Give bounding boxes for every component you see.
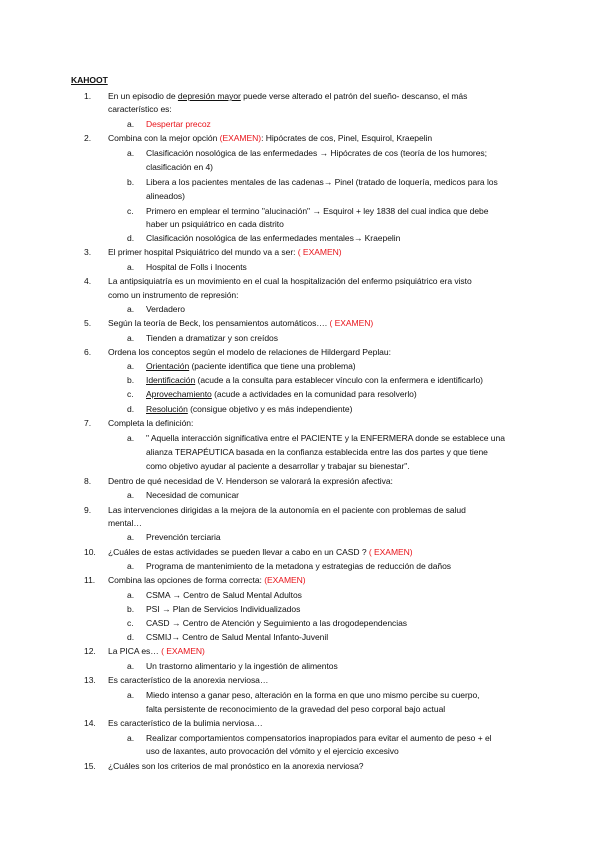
text-segment: La antipsiquiatría es un movimiento en el cual la hospitalización del enfermo psiquiátrico era visto [108,276,472,286]
text-segment: alineados) [146,191,185,201]
text-segment: Es característico de la bulimia nerviosa… [108,718,263,728]
text-segment: (paciente identifica que tiene una problema) [189,361,356,371]
line-text [108,575,306,586]
line-text [146,389,417,400]
document-title: KAHOOT [71,75,108,85]
question-number: 15. [84,761,96,771]
exam-tag: Despertar precoz [146,119,211,129]
line-text [146,433,505,444]
line-text [146,262,247,273]
line-text [108,761,364,772]
question-number: 6. [84,347,92,357]
line-text [108,290,238,301]
line-text [146,333,278,344]
text-segment: mental… [108,518,142,528]
line-text [146,604,300,615]
question-number: 10. [84,547,96,557]
text-segment: Completa la definición: [108,418,194,428]
text-segment: Clasificación nosológica de las enfermedades mentales→ Kraepelin [146,233,401,243]
text-segment: Clasificación nosológica de las enfermedades → Hipócrates de cos (teoría de los humores; [146,148,487,158]
line-text [146,404,352,415]
line-text [146,618,407,629]
line-text [146,590,302,601]
line-text [146,490,239,501]
text-segment: alianza TERAPÉUTICA basada en la confianza establecida entre las dos partes y que tiene [146,447,488,457]
line-text [146,561,451,572]
text-segment: uso de laxantes, auto provocación del vómito y el ejercicio excesivo [146,746,399,756]
question-number: 5. [84,318,92,328]
answer-marker: a. [127,690,135,700]
line-text [146,206,488,217]
line-text [146,219,284,230]
text-segment: Las intervenciones dirigidas a la mejora de la autonomía en el paciente con problemas de salud [108,505,466,515]
line-text [146,304,185,315]
exam-tag: ( EXAMEN) [297,247,342,257]
text-segment: falta persistente de reconocimiento de la gravedad del peso corporal bajo actual [146,704,446,714]
line-text [108,418,193,429]
underlined-term: Identificación [146,375,196,385]
line-text [146,461,410,472]
text-segment: como objetivo ayudar al paciente a desarrollar y trabajar su bienestar". [146,461,410,471]
line-text [146,532,221,543]
question-number: 12. [84,646,96,656]
line-text [146,690,480,701]
line-text [146,361,356,372]
text-segment: CSMA → Centro de Salud Mental Adultos [146,590,302,600]
text-segment: Combina con la mejor opción [108,133,220,143]
line-text [108,318,373,329]
text-segment: Verdadero [146,304,185,314]
question-number: 14. [84,718,96,728]
answer-marker: c. [127,618,134,628]
line-text [146,375,483,386]
text-segment: Dentro de qué necesidad de V. Henderson se valorará la expresión afectiva: [108,476,393,486]
answer-marker: a. [127,733,135,743]
line-text [108,133,432,144]
question-number: 3. [84,247,92,257]
line-text [108,505,466,516]
text-segment: Hospital de Folls i Inocents [146,262,247,272]
answer-marker: d. [127,632,135,642]
underlined-term: Resolución [146,404,188,414]
text-segment: Realizar comportamientos compensatorios inapropiados para evitar el aumento de peso + el [146,733,492,743]
text-segment: Prevención terciaria [146,532,221,542]
line-text [108,675,268,686]
question-number: 7. [84,418,92,428]
line-text [108,547,413,558]
exam-tag: ( EXAMEN) [329,318,374,328]
line-text [146,733,492,744]
line-text [146,233,400,244]
exam-tag: ( EXAMEN) [368,547,413,557]
text-segment: CASD → Centro de Atención y Seguimiento a las drogodependencias [146,618,408,628]
answer-marker: b. [127,604,135,614]
underlined-term: Aprovechamiento [146,389,212,399]
line-text [146,632,328,643]
text-segment: Programa de mantenimiento de la metadona y estrategias de reducción de daños [146,561,452,571]
text-segment: Es característico de la anorexia nerviosa… [108,675,269,685]
line-text [108,518,142,529]
exam-tag: (EXAMEN) [219,133,262,143]
question-number: 2. [84,133,92,143]
line-text [108,646,205,657]
underlined-term: depresión mayor [177,91,241,101]
question-number: 4. [84,276,92,286]
line-text [108,718,263,729]
text-segment: (acude a la consulta para establecer vínculo con la enfermera e identificarlo) [195,375,483,385]
line-text [108,104,172,115]
line-text [108,276,472,287]
text-segment: Según la teoría de Beck, los pensamientos automáticos…. [108,318,330,328]
text-segment: Ordena los conceptos según el modelo de relaciones de Hildergard Peplau: [108,347,391,357]
question-number: 8. [84,476,92,486]
answer-marker: a. [127,333,135,343]
text-segment: La PICA es… [108,646,162,656]
question-number: 9. [84,505,92,515]
answer-marker: a. [127,304,135,314]
answer-marker: b. [127,177,135,187]
text-segment: " Aquella interacción significativa entre el PACIENTE y la ENFERMERA donde se establece una [146,433,505,443]
text-segment: CSMIJ→ Centro de Salud Mental Infanto-Juvenil [146,632,329,642]
text-segment: como un instrumento de represión: [108,290,239,300]
answer-marker: a. [127,490,135,500]
line-text [146,162,213,173]
text-segment: Necesidad de comunicar [146,490,239,500]
underlined-term: Orientación [146,361,190,371]
text-segment: Combina las opciones de forma correcta: [108,575,265,585]
text-segment: PSI → Plan de Servicios Individualizados [146,604,301,614]
text-segment: En un episodio de [108,91,178,101]
answer-marker: c. [127,206,134,216]
text-segment: Primero en emplear el termino "alucinación" → Esquirol + ley 1838 del cual indica que debe [146,206,489,216]
answer-marker: a. [127,148,135,158]
line-text [146,661,338,672]
text-segment: El primer hospital Psiquiátrico del mundo va a ser: [108,247,298,257]
answer-marker: a. [127,262,135,272]
answer-marker: a. [127,561,135,571]
text-segment: Miedo intenso a ganar peso, alteración en la forma en que uno mismo percibe su cuerpo, [146,690,480,700]
text-segment: puede verse alterado el patrón del sueño- descanso, el más [240,91,468,101]
question-number: 11. [84,575,96,585]
text-segment: Libera a los pacientes mentales de las cadenas→ Pinel (tratado de loquería, medicos para los [146,177,498,187]
line-text [146,191,185,202]
line-text [146,746,399,757]
line-text [146,177,498,188]
line-text [146,447,488,458]
answer-marker: c. [127,389,134,399]
text-segment: haber un psiquiátrico en cada distrito [146,219,284,229]
text-segment: Un trastorno alimentario y la ingestión de alimentos [146,661,338,671]
answer-marker: a. [127,661,135,671]
text-segment: (acude a actividades en la comunidad para resolverlo) [211,389,417,399]
answer-marker: a. [127,119,135,129]
line-text [108,476,393,487]
line-text [146,119,211,130]
text-segment: Tienden a dramatizar y son creídos [146,333,278,343]
line-text [108,91,467,102]
text-segment: ¿Cuáles de estas actividades se pueden llevar a cabo en un CASD ? [108,547,369,557]
answer-marker: a. [127,590,135,600]
answer-marker: d. [127,404,135,414]
answer-marker: a. [127,532,135,542]
line-text [146,704,445,715]
answer-marker: b. [127,375,135,385]
line-text [146,148,487,159]
answer-marker: a. [127,361,135,371]
text-segment: característico es: [108,104,172,114]
question-number: 13. [84,675,96,685]
text-segment: (consigue objetivo y es más independiente) [187,404,353,414]
exam-tag: ( EXAMEN) [161,646,205,656]
text-segment: : Hipócrates de cos, Pinel, Esquirol, Kraepelin [261,133,433,143]
answer-marker: a. [127,433,135,443]
line-text [108,247,342,258]
text-segment: ¿Cuáles son los criterios de mal pronóstico en la anorexia nerviosa? [108,761,364,771]
question-number: 1. [84,91,92,101]
answer-marker: d. [127,233,135,243]
text-segment: clasificación en 4) [146,162,213,172]
line-text [108,347,391,358]
exam-tag: (EXAMEN) [264,575,306,585]
